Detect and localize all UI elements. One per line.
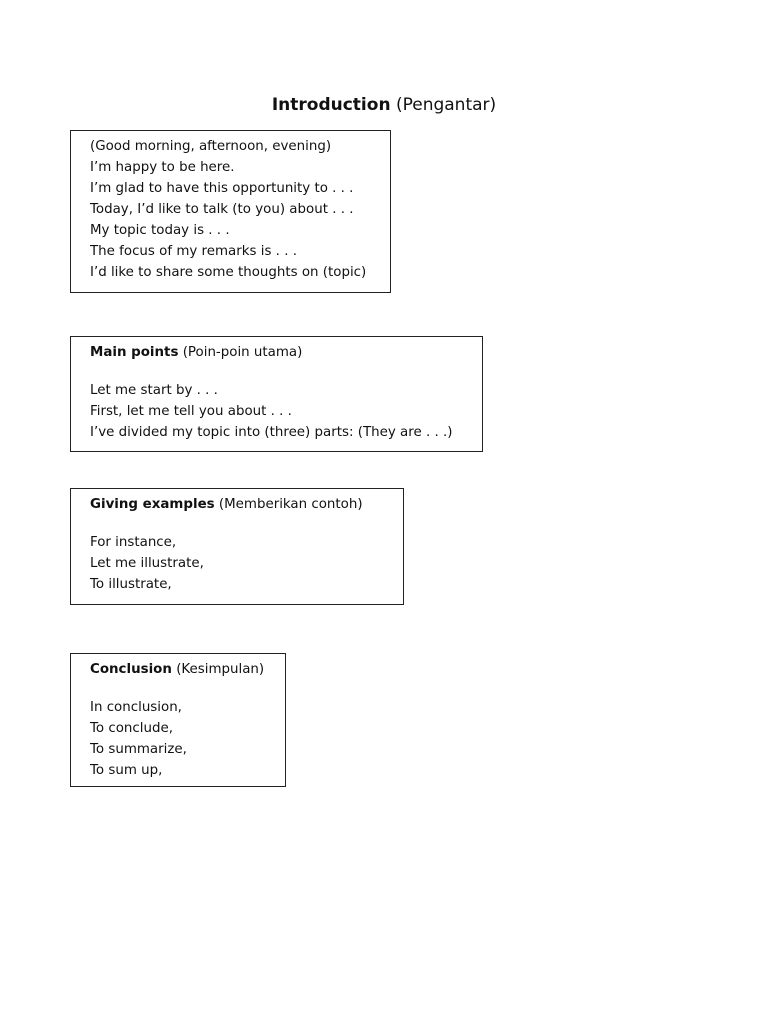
- intro-line: My topic today is . . .: [90, 223, 230, 238]
- conclusion-line: In conclusion,: [90, 700, 182, 715]
- intro-line: I’m glad to have this opportunity to . . .: [90, 181, 354, 196]
- conclusion-line: To sum up,: [90, 763, 163, 778]
- intro-line: The focus of my remarks is . . .: [90, 244, 297, 259]
- conclusion-heading-bold: Conclusion: [90, 662, 172, 677]
- main-points-heading-bold: Main points: [90, 345, 179, 360]
- conclusion-subheading: (Kesimpulan): [176, 662, 265, 677]
- spacer: [90, 363, 482, 380]
- giving-examples-box: [70, 488, 404, 605]
- intro-line: I’d like to share some thoughts on (topic): [90, 265, 367, 280]
- spacer: [90, 515, 403, 532]
- intro-line: Today, I’d like to talk (to you) about . . .: [90, 202, 354, 217]
- main-points-heading: [90, 342, 482, 363]
- main-points-line: I’ve divided my topic into (three) parts: (They are . . .): [90, 425, 453, 440]
- page-title: [0, 92, 768, 118]
- conclusion-line: To summarize,: [90, 742, 187, 757]
- intro-line: I’m happy to be here.: [90, 160, 235, 175]
- main-points-box: [70, 336, 483, 452]
- conclusion-line: To conclude,: [90, 721, 173, 736]
- giving-examples-line: For instance,: [90, 535, 177, 550]
- conclusion-heading: [90, 659, 285, 680]
- spacer: [90, 680, 285, 697]
- intro-line: (Good morning, afternoon, evening): [90, 139, 332, 154]
- giving-examples-heading: [90, 494, 403, 515]
- conclusion-box: [70, 653, 286, 787]
- main-points-line: First, let me tell you about . . .: [90, 404, 292, 419]
- title-main: Introduction: [271, 95, 391, 115]
- giving-examples-subheading: (Memberikan contoh): [218, 497, 363, 512]
- main-points-line: Let me start by . . .: [90, 383, 218, 398]
- giving-examples-heading-bold: Giving examples: [90, 497, 215, 512]
- giving-examples-line: To illustrate,: [90, 577, 172, 592]
- introduction-box: [70, 130, 391, 293]
- main-points-subheading: (Poin-poin utama): [182, 345, 303, 360]
- title-sub: (Pengantar): [395, 95, 497, 115]
- giving-examples-line: Let me illustrate,: [90, 556, 204, 571]
